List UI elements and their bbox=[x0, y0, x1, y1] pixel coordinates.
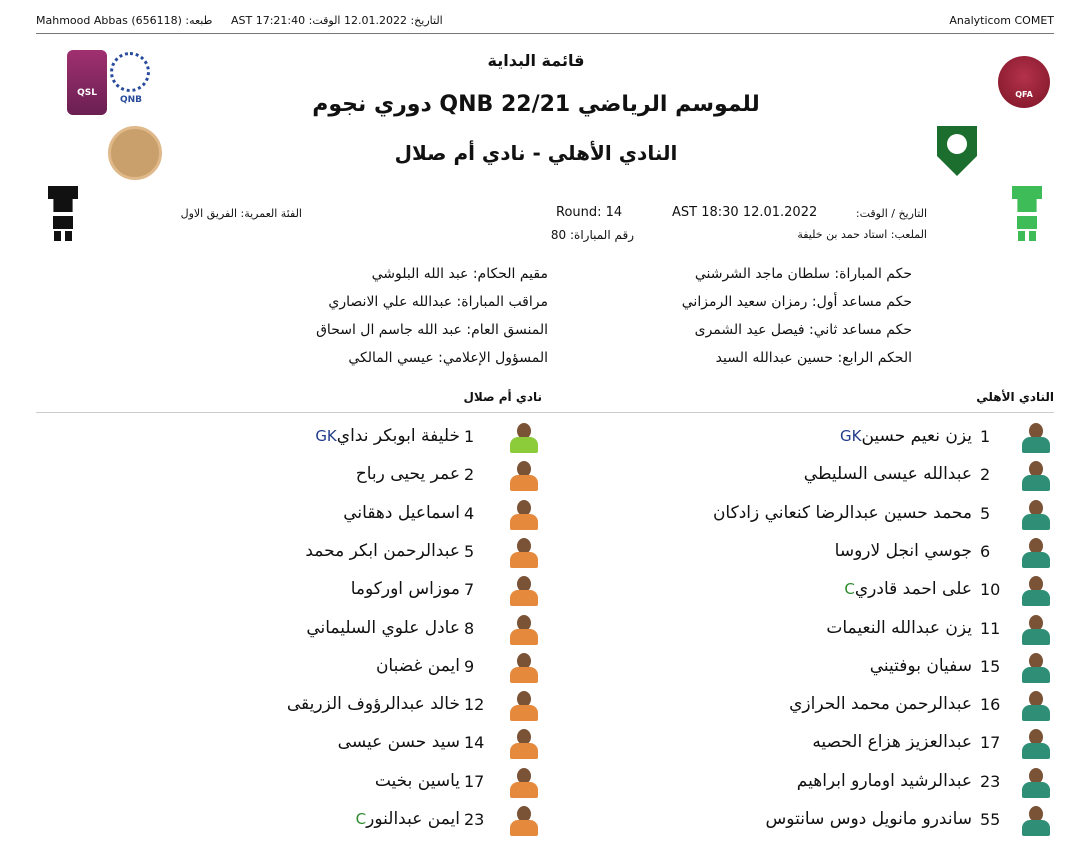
player-photo bbox=[510, 538, 538, 568]
player-name-text: عبدالله عيسى السليطي bbox=[803, 464, 972, 484]
player-number: 14 bbox=[464, 733, 485, 752]
player-name-text: سفيان بوفتيني bbox=[869, 656, 972, 676]
player-name-text: على احمد قادري bbox=[854, 579, 972, 599]
player-number: 1 bbox=[980, 427, 991, 446]
player-name-text: يزن عبدالله النعيمات bbox=[826, 618, 972, 638]
player-photo bbox=[510, 653, 538, 683]
player-name bbox=[351, 579, 460, 599]
player-number: 5 bbox=[464, 542, 475, 561]
printed-datetime: التاريخ: 12.01.2022 الوقت: AST 17:21:40 bbox=[231, 14, 443, 27]
away-player-row bbox=[0, 423, 1072, 453]
official-fourth: الحكم الرابع: حسين عبدالله السيد bbox=[715, 350, 912, 366]
player-name-text: ايمن غضبان bbox=[375, 656, 460, 676]
away-player-row bbox=[0, 729, 1072, 759]
home-team-heading: النادي الأهلي bbox=[976, 390, 1054, 404]
header-divider bbox=[36, 33, 1054, 34]
official-commissioner: مراقب المباراة: عبدالله علي الانصاري bbox=[328, 294, 548, 310]
player-number: 55 bbox=[980, 810, 1001, 829]
player-name bbox=[356, 464, 460, 484]
date-label: التاريخ / الوقت: bbox=[855, 207, 927, 220]
away-kit-icon bbox=[48, 186, 78, 241]
player-name-text: خالد عبدالرؤوف الزريقى bbox=[286, 694, 460, 714]
player-photo bbox=[510, 691, 538, 721]
date-value: AST 18:30 12.01.2022 bbox=[672, 205, 818, 220]
player-number: 23 bbox=[464, 810, 485, 829]
away-player-row bbox=[0, 538, 1072, 568]
player-name bbox=[338, 732, 460, 752]
player-name-text: عمر يحيى رباح bbox=[355, 464, 460, 484]
official-assistant-1: حكم مساعد أول: رمزان سعيد الرمزاني bbox=[681, 294, 912, 310]
player-name-text: خليفة ابوبكر نداي bbox=[336, 426, 460, 446]
player-number: 1 bbox=[464, 427, 475, 446]
player-photo bbox=[510, 461, 538, 491]
player-name bbox=[376, 656, 460, 676]
player-name bbox=[306, 618, 460, 638]
print-header bbox=[36, 10, 1054, 32]
away-player-row bbox=[0, 461, 1072, 491]
official-coordinator: المنسق العام: عبد الله جاسم ال اسحاق bbox=[316, 322, 548, 338]
away-player-row bbox=[0, 576, 1072, 606]
qsl-logo: QSL bbox=[67, 50, 107, 115]
player-name-text: عبدالرحمن محمد الحرازي bbox=[789, 694, 972, 714]
player-number: 15 bbox=[980, 657, 1001, 676]
player-name-text: عبدالعزيز هزاع الحصيه bbox=[812, 732, 972, 752]
away-player-row bbox=[0, 500, 1072, 530]
player-name bbox=[311, 426, 460, 446]
goalkeeper-tag: GK bbox=[315, 427, 337, 445]
away-team-heading: نادي أم صلال bbox=[463, 390, 542, 404]
player-name-text: ايمن عبدالنور bbox=[366, 809, 460, 829]
player-number: 2 bbox=[980, 465, 991, 484]
player-number: 17 bbox=[980, 733, 1001, 752]
lineup-divider bbox=[36, 412, 1054, 413]
player-photo bbox=[510, 806, 538, 836]
goalkeeper-tag: GK bbox=[840, 427, 862, 445]
player-number: 8 bbox=[464, 619, 475, 638]
player-number: 6 bbox=[980, 542, 991, 561]
player-number: 16 bbox=[980, 695, 1001, 714]
away-player-row bbox=[0, 691, 1072, 721]
player-name-text: جوسي انجل لاروسا bbox=[834, 541, 972, 561]
player-photo bbox=[510, 423, 538, 453]
player-name-text: محمد حسين عبدالرضا كنعاني زادكان bbox=[712, 503, 972, 523]
player-name-text: موزاس اوركوما bbox=[350, 579, 460, 599]
captain-tag: C bbox=[355, 810, 367, 828]
player-number: 2 bbox=[464, 465, 475, 484]
match-number: رقم المباراة: 80 bbox=[550, 228, 634, 242]
official-referee: حكم المباراة: سلطان ماجد الشرشني bbox=[694, 266, 912, 282]
player-photo bbox=[510, 576, 538, 606]
system-name: Analyticom COMET bbox=[949, 14, 1054, 27]
player-photo bbox=[510, 729, 538, 759]
away-player-row bbox=[0, 653, 1072, 683]
official-assessor: مقيم الحكام: عبد الله البلوشي bbox=[371, 266, 548, 282]
round: Round: 14 bbox=[556, 205, 623, 220]
player-name bbox=[352, 809, 460, 829]
official-assistant-2: حكم مساعد ثاني: فيصل عيد الشمرى bbox=[694, 322, 912, 338]
league-title: دوري نجوم QNB للموسم الرياضي 22/21 bbox=[312, 92, 760, 117]
away-player-row bbox=[0, 806, 1072, 836]
player-name-text: عبدالرحمن ابكر محمد bbox=[305, 541, 460, 561]
player-number: 17 bbox=[464, 772, 485, 791]
qnb-logo: QNB bbox=[119, 95, 143, 105]
list-title: قائمة البداية bbox=[487, 51, 585, 70]
home-kit-icon bbox=[1012, 186, 1042, 241]
player-name-text: عادل علوي السليماني bbox=[306, 618, 460, 638]
player-photo bbox=[510, 768, 538, 798]
player-name bbox=[375, 771, 460, 791]
player-number: 23 bbox=[980, 772, 1001, 791]
venue: الملعب: استاد حمد بن خليفة bbox=[797, 228, 927, 241]
player-name bbox=[287, 694, 460, 714]
official-media: المسؤول الإعلامي: عيسي المالكي bbox=[348, 350, 548, 366]
player-name-text: يزن نعيم حسين bbox=[861, 426, 972, 446]
player-number: 7 bbox=[464, 580, 475, 599]
player-number: 4 bbox=[464, 504, 475, 523]
matchup-title: النادي الأهلي - نادي أم صلال bbox=[394, 141, 678, 165]
age-group: الفئة العمرية: الفريق الاول bbox=[180, 207, 302, 220]
player-name-text: سيد حسن عيسى bbox=[337, 732, 460, 752]
away-player-row bbox=[0, 615, 1072, 645]
player-number: 11 bbox=[980, 619, 1001, 638]
player-name-text: عبدالرشيد اومارو ابراهيم bbox=[796, 771, 972, 791]
player-number: 5 bbox=[980, 504, 991, 523]
player-name bbox=[305, 541, 460, 561]
player-name-text: اسماعيل دهقاني bbox=[343, 503, 460, 523]
player-name-text: ياسين بخيت bbox=[374, 771, 460, 791]
away-player-row bbox=[0, 768, 1072, 798]
captain-tag: C bbox=[844, 580, 855, 598]
player-number: 9 bbox=[464, 657, 475, 676]
printed-by: طبعه: (Mahmood Abbas (656118 bbox=[36, 14, 213, 27]
player-photo bbox=[510, 500, 538, 530]
player-number: 12 bbox=[464, 695, 485, 714]
player-name bbox=[343, 503, 460, 523]
player-photo bbox=[510, 615, 538, 645]
player-number: 10 bbox=[980, 580, 1001, 599]
player-name-text: ساندرو مانويل دوس سانتوس bbox=[765, 809, 972, 829]
qfa-logo: QFA bbox=[998, 56, 1050, 108]
